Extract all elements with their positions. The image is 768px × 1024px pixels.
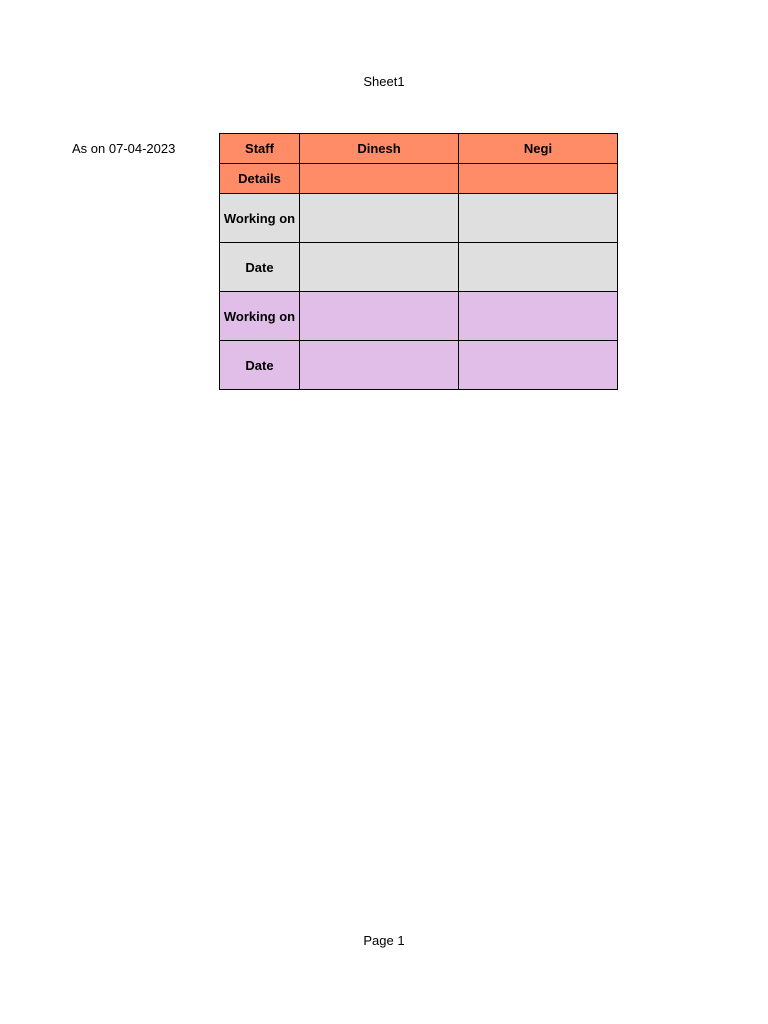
dinesh-cell <box>300 292 459 341</box>
negi-cell <box>459 194 618 243</box>
details-label-cell: Details <box>220 164 300 194</box>
sheet-title: Sheet1 <box>363 74 405 89</box>
table-row <box>220 194 618 243</box>
row-label-cell: Working on <box>220 292 300 341</box>
details-dinesh-cell <box>300 164 459 194</box>
table-row <box>220 243 618 292</box>
header-cell-negi: Negi <box>459 134 618 164</box>
table-row <box>220 341 618 390</box>
details-row <box>220 164 618 194</box>
staff-table <box>219 133 618 390</box>
negi-cell <box>459 243 618 292</box>
as-on-date-label: As on 07-04-2023 <box>72 141 176 156</box>
table-header-row <box>220 134 618 164</box>
row-label-cell: Working on <box>220 194 300 243</box>
dinesh-cell <box>300 243 459 292</box>
page-number: Page 1 <box>363 933 405 948</box>
negi-cell <box>459 292 618 341</box>
header-cell-staff: Staff <box>220 134 300 164</box>
row-label-cell: Date <box>220 341 300 390</box>
dinesh-cell <box>300 341 459 390</box>
dinesh-cell <box>300 194 459 243</box>
row-label-cell: Date <box>220 243 300 292</box>
header-cell-dinesh: Dinesh <box>300 134 459 164</box>
details-negi-cell <box>459 164 618 194</box>
negi-cell <box>459 341 618 390</box>
table-row <box>220 292 618 341</box>
